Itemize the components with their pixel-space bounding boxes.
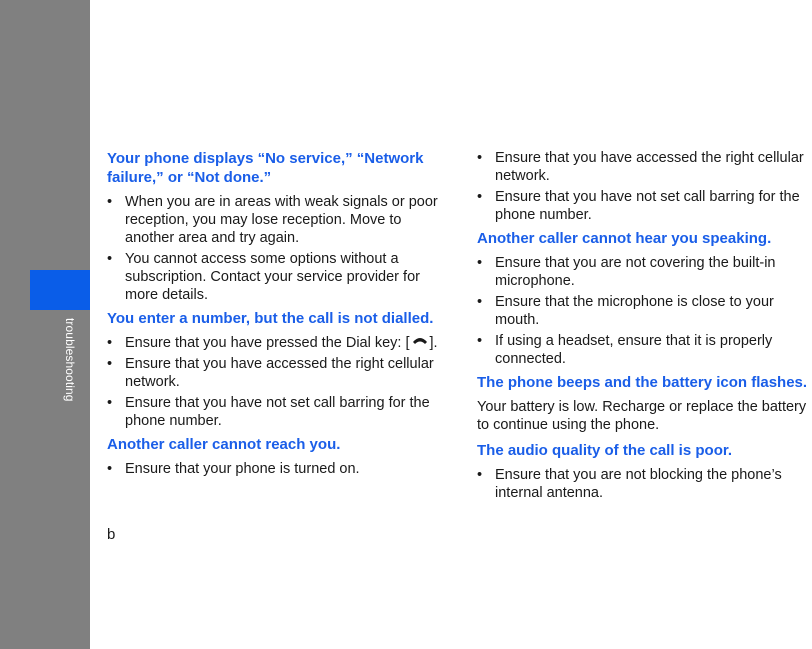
heading-no-service: Your phone displays “No service,” “Network failure,” or “Not done.” bbox=[107, 150, 424, 186]
list-item bbox=[477, 188, 812, 224]
list-item bbox=[477, 466, 812, 502]
list-item bbox=[107, 334, 444, 352]
heading-audio-quality: The audio quality of the call is poor. bbox=[477, 442, 733, 459]
heading-cannot-hear: Another caller cannot hear you speaking. bbox=[477, 230, 772, 247]
dial-key-icon bbox=[411, 334, 429, 352]
bullet: • bbox=[107, 194, 113, 210]
list-item-text: Ensure that you have accessed the right cellular network. bbox=[495, 150, 804, 184]
bullet: • bbox=[107, 461, 113, 478]
list-item-text: Ensure that you have not set call barring for the phone number. bbox=[125, 395, 430, 430]
list-item-text: Ensure that you have accessed the right cellular network. bbox=[125, 356, 434, 391]
bullet: • bbox=[477, 467, 483, 483]
bullet: • bbox=[477, 294, 483, 310]
list-item-text: Ensure that you are not covering the built-in microphone. bbox=[495, 255, 776, 289]
list-cannot-reach bbox=[107, 460, 444, 478]
bullet: • bbox=[477, 150, 483, 166]
list-item bbox=[107, 460, 444, 478]
list-item bbox=[107, 355, 444, 391]
bullet: • bbox=[477, 333, 483, 349]
list-item bbox=[477, 293, 812, 329]
list-item-text: Ensure that you are not blocking the phone’s internal antenna. bbox=[495, 467, 782, 501]
list-audio-quality bbox=[477, 466, 812, 502]
left-column bbox=[107, 149, 444, 481]
list-item bbox=[107, 193, 444, 247]
list-item-text: Ensure that your phone is turned on. bbox=[125, 461, 360, 478]
page-label: b bbox=[107, 526, 116, 543]
list-item bbox=[107, 394, 444, 430]
bullet: • bbox=[107, 335, 113, 351]
list-item bbox=[107, 250, 444, 304]
heading-battery-beeps: The phone beeps and the battery icon flashes. bbox=[477, 374, 808, 391]
heading-not-dialled: You enter a number, but the call is not dialled. bbox=[107, 310, 434, 327]
list-item-text-suffix: ]. bbox=[429, 335, 438, 351]
bullet: • bbox=[107, 356, 113, 373]
list-item-text: If using a headset, ensure that it is properly connected. bbox=[495, 333, 773, 367]
section-label: troubleshooting bbox=[63, 318, 77, 402]
list-item-text: Ensure that the microphone is close to your mouth. bbox=[495, 294, 774, 328]
list-continued bbox=[477, 149, 812, 224]
list-item-text: Ensure that you have not set call barring for the phone number. bbox=[495, 189, 800, 223]
right-column bbox=[477, 149, 812, 505]
bullet: • bbox=[107, 251, 113, 267]
bullet: • bbox=[107, 395, 113, 412]
list-no-service bbox=[107, 193, 444, 304]
list-cannot-hear bbox=[477, 254, 812, 368]
bullet: • bbox=[477, 189, 483, 205]
heading-cannot-reach: Another caller cannot reach you. bbox=[107, 436, 341, 454]
list-item-text: Ensure that you have pressed the Dial key: [ bbox=[125, 335, 410, 351]
list-not-dialled bbox=[107, 334, 444, 430]
list-item bbox=[477, 254, 812, 290]
list-item-text: When you are in areas with weak signals or poor reception, you may lose reception. Move to another area and try again. bbox=[125, 194, 438, 246]
list-item-text: You cannot access some options without a subscription. Contact your service provider for more details. bbox=[125, 251, 420, 303]
battery-paragraph: Your battery is low. Recharge or replace the battery to continue using the phone. bbox=[477, 399, 807, 433]
bullet: • bbox=[477, 255, 483, 271]
section-tab bbox=[30, 270, 90, 310]
list-item bbox=[477, 332, 812, 368]
list-item bbox=[477, 149, 812, 185]
